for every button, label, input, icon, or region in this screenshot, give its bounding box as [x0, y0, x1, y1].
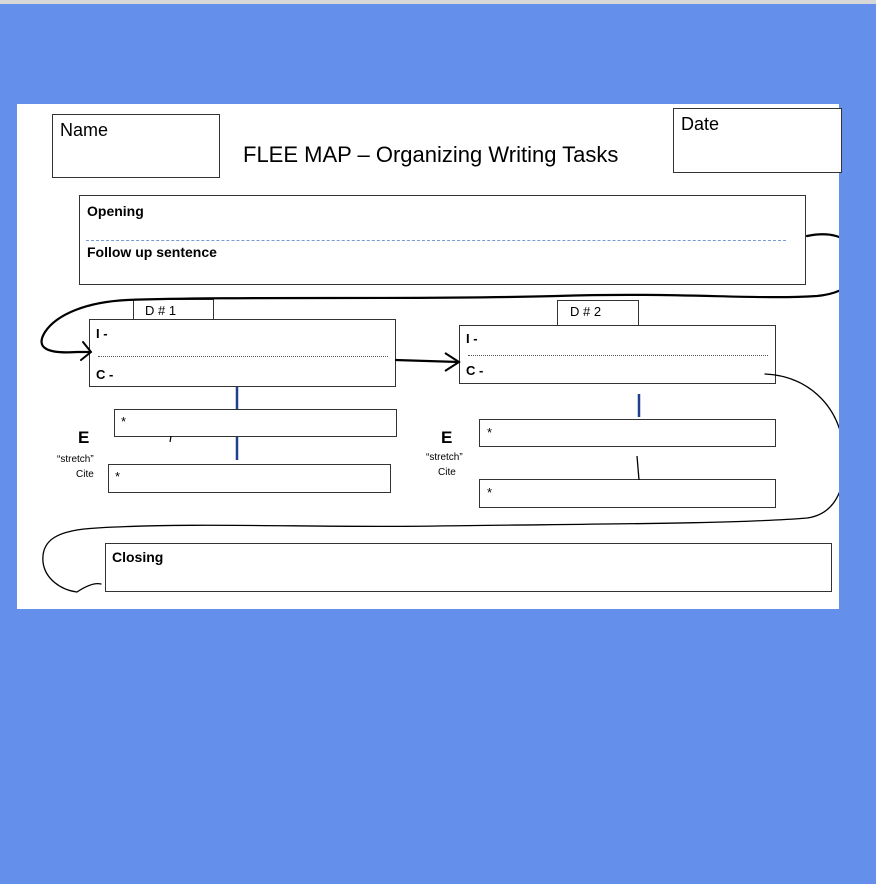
detail2-cite-label: Cite	[438, 467, 456, 478]
detail2-to-closing-loop	[43, 374, 839, 592]
date-label: Date	[681, 114, 720, 134]
follow-up-label: Follow up sentence	[87, 244, 217, 260]
detail1-e-label: E	[78, 428, 90, 447]
detail1-tag: D # 1	[145, 303, 177, 318]
detail2-bullet-2: *	[487, 485, 493, 500]
detail2-bullet-1: *	[487, 425, 493, 440]
page-title: FLEE MAP – Organizing Writing Tasks	[243, 142, 619, 167]
detail1-stretch-label: “stretch”	[57, 454, 94, 465]
detail2-tag: D # 2	[570, 304, 602, 319]
detail2-e-label: E	[441, 428, 453, 447]
hand-drawn-connectors	[17, 104, 839, 609]
detail2-stretch-label: “stretch”	[426, 452, 463, 463]
opening-to-detail1-loop	[42, 234, 839, 352]
detail1-cite-label: Cite	[76, 469, 94, 480]
detail2-connector-bottom	[637, 456, 639, 480]
detail1-i-label: I -	[96, 326, 108, 341]
detail1-bullet-1: *	[121, 414, 127, 429]
detail1-to-detail2-arrow	[395, 360, 459, 362]
closing-label: Closing	[112, 549, 164, 565]
flee-map-worksheet	[17, 104, 839, 609]
opening-label: Opening	[87, 203, 144, 219]
detail2-i-label: I -	[466, 331, 478, 346]
top-border	[0, 0, 876, 4]
detail1-bullet-2: *	[115, 469, 121, 484]
name-label: Name	[60, 120, 109, 140]
detail1-stray-mark	[170, 436, 171, 442]
detail2-c-label: C -	[466, 363, 484, 378]
detail1-c-label: C -	[96, 367, 114, 382]
